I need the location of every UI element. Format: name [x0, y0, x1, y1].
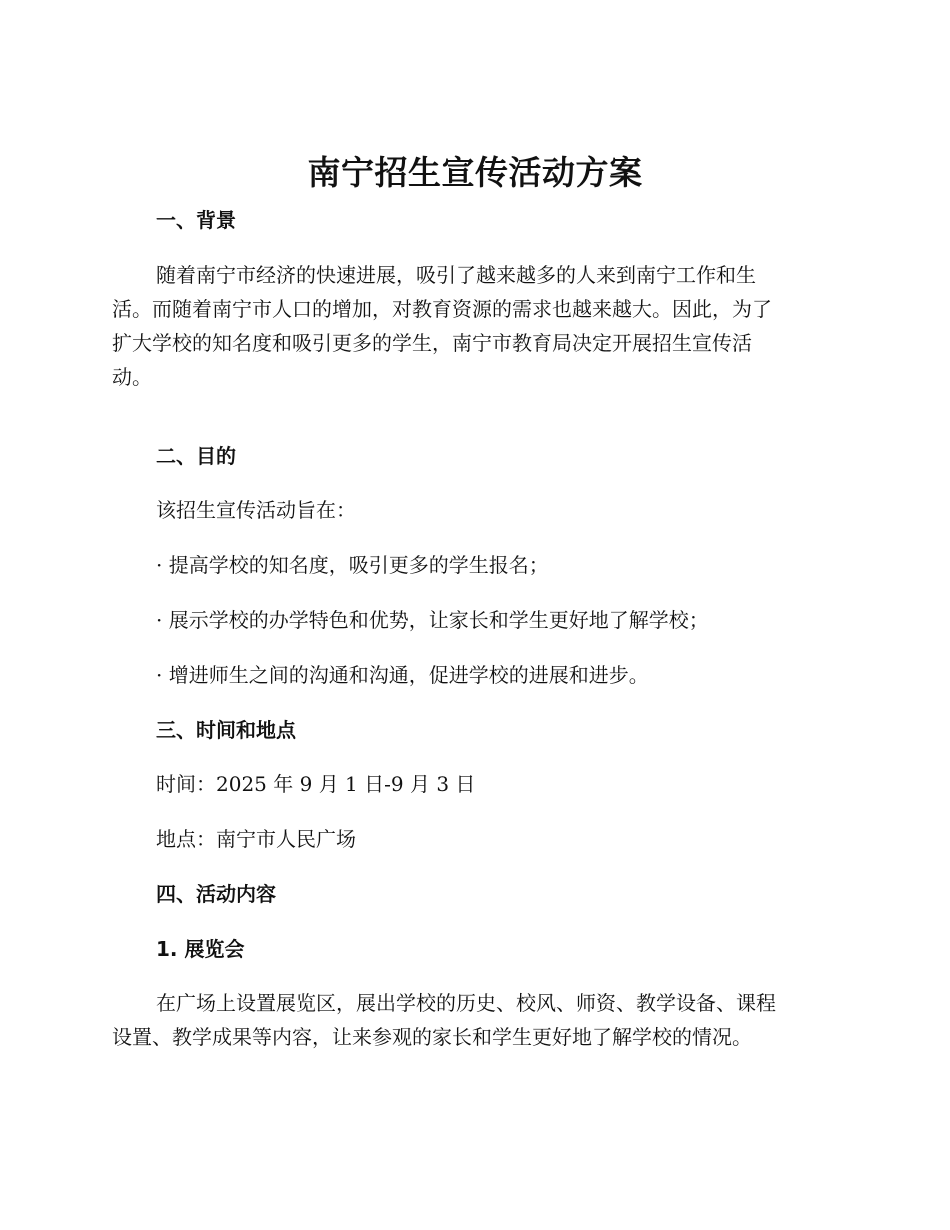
paragraph-background — [112, 258, 842, 394]
paragraph-line: 扩大学校的知名度和吸引更多的学生，南宁市教育局决定开展招生宣传活 — [112, 331, 752, 355]
subheading-exhibition: 1. 展览会 — [156, 937, 245, 961]
purpose-item: · 展示学校的办学特色和优势，让家长和学生更好地了解学校； — [156, 608, 709, 632]
purpose-intro: 该招生宣传活动旨在： — [156, 498, 356, 522]
paragraph-line: 在广场上设置展览区，展出学校的历史、校风、师资、教学设备、课程 — [156, 991, 776, 1015]
paragraph-exhibition — [112, 986, 842, 1054]
paragraph-line: 随着南宁市经济的快速进展，吸引了越来越多的人来到南宁工作和生 — [156, 263, 756, 287]
paragraph-line: 设置、教学成果等内容，让来参观的家长和学生更好地了解学校的情况。 — [112, 1025, 752, 1049]
purpose-item: · 提高学校的知名度，吸引更多的学生报名； — [156, 553, 549, 577]
document-title: 南宁招生宣传活动方案 — [307, 153, 643, 192]
purpose-item: · 增进师生之间的沟通和沟通，促进学校的进展和进步。 — [156, 663, 649, 687]
heading-purpose: 二、目的 — [156, 444, 236, 468]
time-text: 时间：2025 年 9 月 1 日-9 月 3 日 — [156, 772, 476, 796]
heading-time-place: 三、时间和地点 — [156, 718, 296, 742]
heading-background: 一、背景 — [156, 208, 236, 232]
heading-content: 四、活动内容 — [156, 882, 276, 906]
place-text: 地点：南宁市人民广场 — [156, 827, 356, 851]
paragraph-line: 动。 — [112, 365, 152, 389]
paragraph-line: 活。而随着南宁市人口的增加，对教育资源的需求也越来越大。因此，为了 — [112, 297, 772, 321]
